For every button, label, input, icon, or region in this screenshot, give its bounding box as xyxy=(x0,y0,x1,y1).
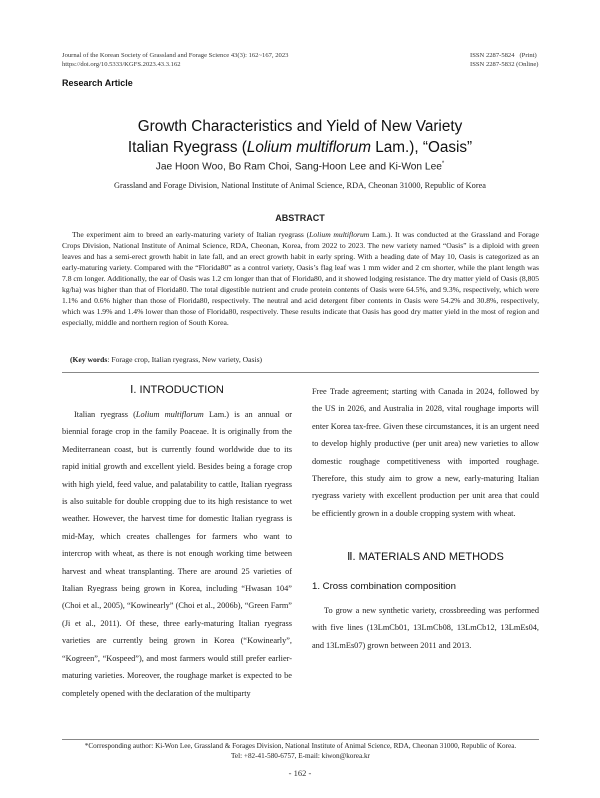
intro-part-2: Lam.) is an annual or biennial forage crop in the family Poaceae. It is originally from the Mediterranean coast, but is currently found worldwide due to its rapid initial growth and excellent yield. Besides being a forage crop with high yield, feed value, and palatability to cattle, Italian ryegrass is also suitable for double cropping due to its high resistance to wet weather. However, the harvest time for domestic Italian ryegrass is mid-May, which creates challenges for farmers who want to intercrop with wheat, as there is not enough working time between harvest and wheat transplanting. There are around 25 varieties of Italian Ryegrass being grown in Korea, including “Hwasan 104” (Choi et al., 2005), “Kowinearly” (Choi et al., 2006b), “Green Farm” (Ji et al., 2011). Of these, three early-maturing Italian ryegrass varieties are currently being grown in Korea (“Kowinearly”, “Kogreen”, “Kospeed”), and most farmers would still prefer earlier-maturing varieties. Moreover, the roughage market is expected to be completely opened with the declaration of the multiparty xyxy=(62,410,292,698)
title-line-2-post: Lam.), “Oasis” xyxy=(371,139,473,156)
cross-combination-text: To grow a new synthetic variety, crossbreeding was performed with five lines (13LmCb01, 13LmCb08, 13LmCb12, 13LmEs04, and 13LmEs07) grown between 2011 and 2013. xyxy=(312,606,539,650)
abstract-species: Lolium multiflorum xyxy=(309,230,370,239)
keywords-label: (Key words xyxy=(70,355,108,364)
issn-print: ISSN 2287-5824 (Print) xyxy=(470,52,537,59)
affiliation: Grassland and Forage Division, National Institute of Animal Science, RDA, Cheonan 31000, Republic of Korea xyxy=(114,181,486,190)
author-list xyxy=(40,161,560,172)
methods-heading: Ⅱ. MATERIALS AND METHODS xyxy=(347,551,504,563)
author-names: Jae Hoon Woo, Bo Ram Choi, Sang-Hoon Lee and Ki-Won Lee xyxy=(155,161,442,173)
footnote xyxy=(62,742,539,761)
title-line-2 xyxy=(40,139,560,157)
abstract-part-1: The experiment aim to breed an early-maturing variety of Italian ryegrass ( xyxy=(72,230,310,239)
keywords-text: : Forage crop, Italian ryegrass, New variety, Oasis) xyxy=(107,355,263,364)
abstract-part-2: Lam.). It was conducted at the Grassland and Forage Crops Division, National Institute of Animal Science, RDA, Cheonan, Korea, from 2022 to 2023. The new variety named “Oasis” is a diploid with green leaves and has a semi-erect growth habit in late fall, and an erect growth habit in early spring. With a heading date of May 10, Oasis is categorized as an early-maturing variety. Compared with the “Florida80” as a control variety, Oasis’s flag leaf was 1 mm wider and 2 cm shorter, while the plant length was 7.8 cm longer. Additionally, the ear of Oasis was 1.2 cm longer than that of Florida80, and it showed lodging resistance. The dry matter yield of Oasis (8,805 kg/ha) was higher than that of Florida80. The total digestible nutrient and crude protein contents of Oasis were 64.5%, and 9.3%, respectively, which were 1.1% and 0.6% higher than those of Florida80, respectively. The neutral and acid detergent fiber contents in Oasis were 54.2% and 30.8%, respectively, which was 1.9% and 1.4% lower than those of Florida80, respectively. These results indicate that Oasis has good dry matter yield in the most of region and especially, middle and northern region of South Korea. xyxy=(62,230,539,327)
article-type: Research Article xyxy=(62,78,133,88)
footnote-divider xyxy=(62,739,539,740)
footnote-line-1: *Corresponding author: Ki-Won Lee, Grassland & Forages Division, National Institute of Animal Science, RDA, Cheonan 31000, Republic of Korea. xyxy=(84,742,517,750)
keywords xyxy=(70,355,262,364)
title-species: Lolium multiflorum xyxy=(246,139,371,156)
footnote-line-2: Tel: +82-41-580-6757, E-mail: kiwon@korea.kr xyxy=(231,751,370,760)
title-line-2-pre: Italian Ryegrass ( xyxy=(127,139,247,156)
corresponding-mark: * xyxy=(441,161,445,167)
introduction-heading: Ⅰ. INTRODUCTION xyxy=(130,384,224,396)
abstract-divider xyxy=(62,372,539,373)
journal-citation: Journal of the Korean Society of Grassland and Forage Science 43(3): 162~167, 2023 xyxy=(62,52,289,59)
intro-continued-text: Free Trade agreement; starting with Canada in 2024, followed by the US in 2026, and Australia in 2028, vital roughage imports will enter Korea tax-free. Given these circumstances, it is an urgent need to develop highly productive (per unit area) new varieties to allow domestic roughage competitiveness with imported roughage. Therefore, this study aim to grow a new, early-maturing Italian ryegrass variety with excellent production per unit area that could be efficiently grown in a double cropping system with wheat. xyxy=(312,387,539,518)
cross-combination-heading: 1. Cross combination composition xyxy=(312,581,456,592)
doi-link[interactable]: https://doi.org/10.5333/KGFS.2023.43.3.162 xyxy=(62,60,181,68)
introduction-text xyxy=(62,406,292,702)
journal-header xyxy=(62,52,288,69)
title-line-1: Growth Characteristics and Yield of New Variety xyxy=(137,118,463,135)
intro-species: Lolium multiflorum xyxy=(135,410,204,419)
issn-block xyxy=(470,52,539,69)
intro-part-1: Italian ryegrass ( xyxy=(74,410,136,419)
abstract-text xyxy=(62,229,539,328)
abstract-heading: ABSTRACT xyxy=(275,213,325,223)
page-number: - 162 - xyxy=(288,768,312,778)
issn-online: ISSN 2287-5832 (Online) xyxy=(470,60,539,68)
